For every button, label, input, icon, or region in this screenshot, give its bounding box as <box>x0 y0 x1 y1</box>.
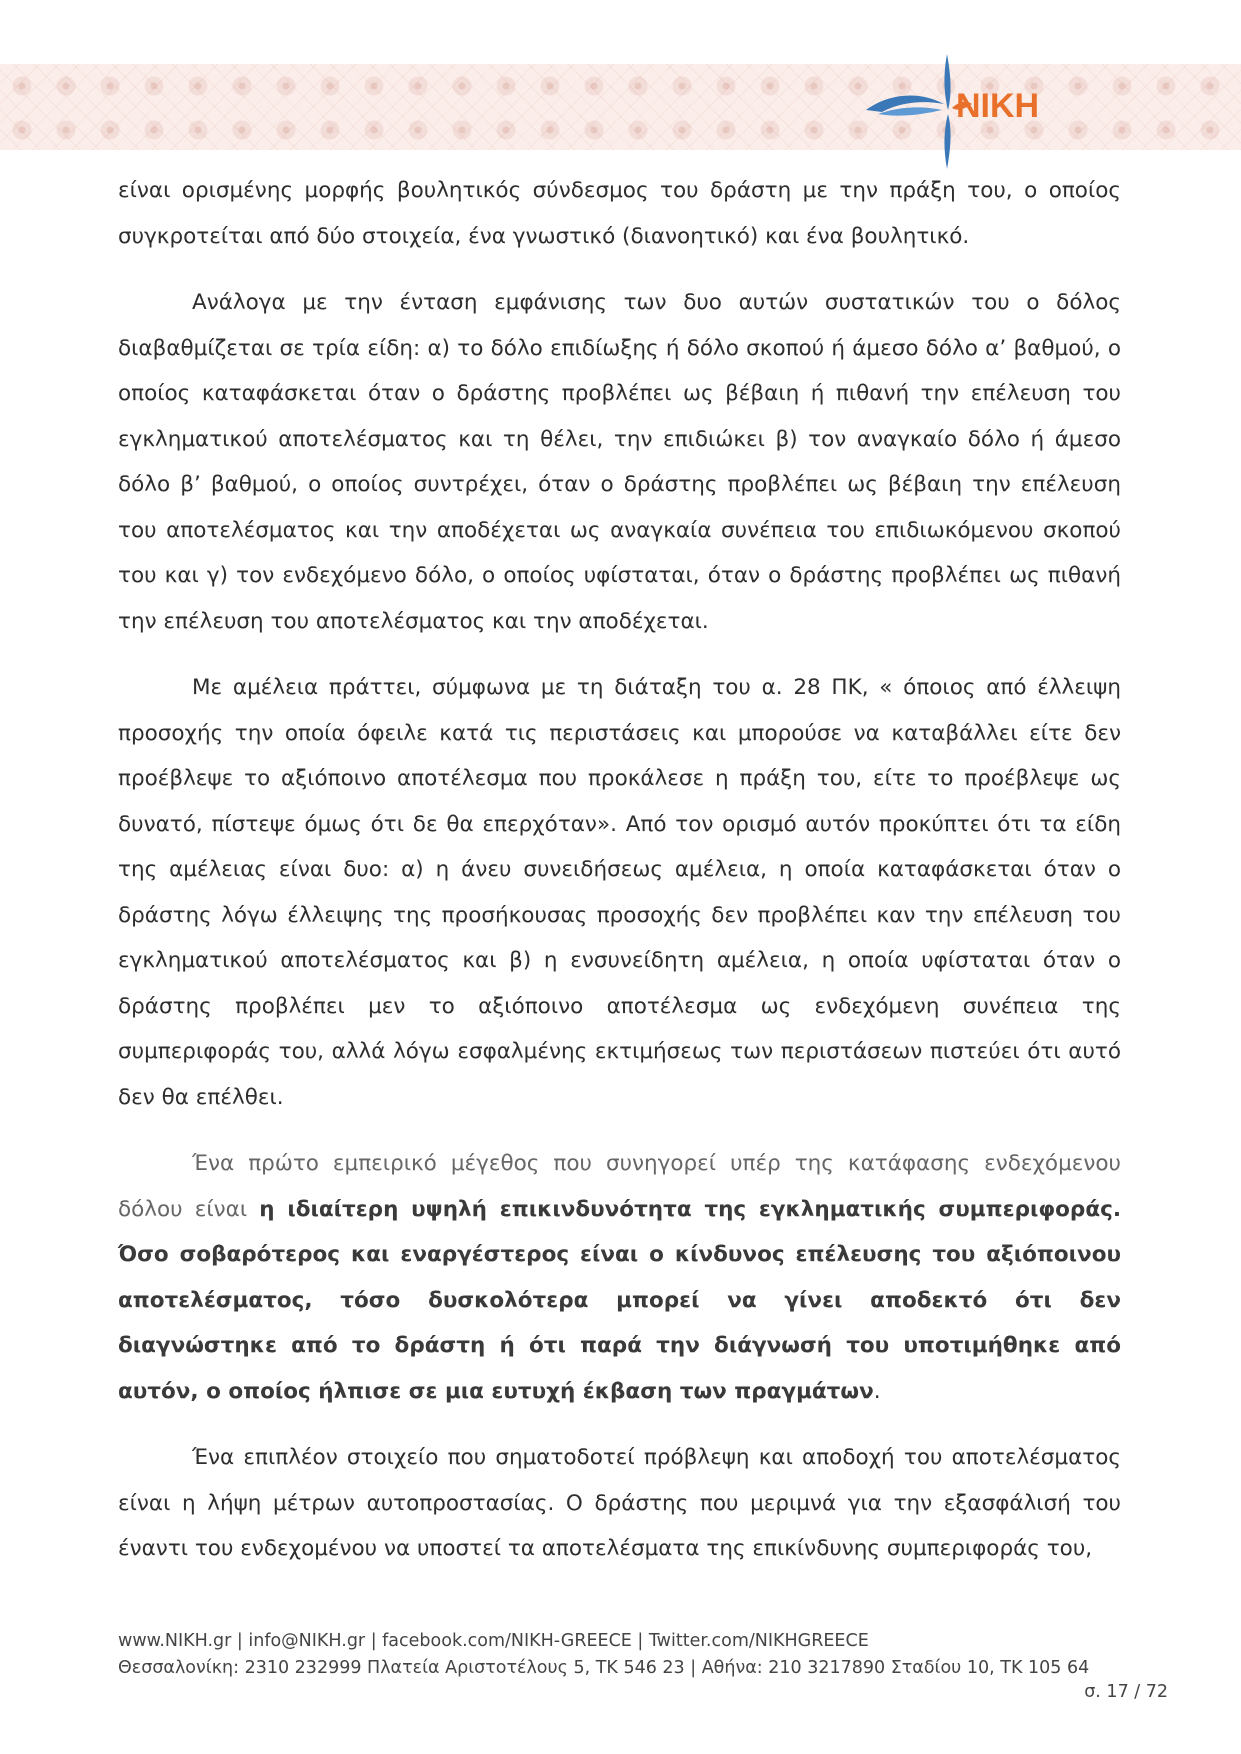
logo-mark-icon <box>848 54 1088 169</box>
paragraph-4-end: . <box>873 1378 881 1404</box>
page-number: σ. 17 / 72 <box>1084 1682 1168 1702</box>
paragraph-1: είναι ορισμένης μορφής βουλητικός σύνδεσμος του δράστη με την πράξη του, ο οποίος συγκροτείται από δύο στοιχεία, ένα γνωστικό (διανοητικό) και ένα βουλητικό. <box>118 178 1121 249</box>
paragraph-4 <box>118 1141 1121 1414</box>
document-body <box>118 168 1121 1593</box>
svg-text:NIKH: NIKH <box>956 87 1040 125</box>
footer-addresses: Θεσσαλονίκη: 2310 232999 Πλατεία Αριστοτέλους 5, ΤΚ 546 23 | Αθήνα: 210 3217890 Σταδίου 10, ΤΚ 105 64 <box>118 1658 1090 1678</box>
nikh-logo <box>848 54 1088 169</box>
paragraph-3: Με αμέλεια πράττει, σύμφωνα με τη διάταξη του α. 28 ΠΚ, « όποιος από έλλειψη προσοχής την οποία όφειλε κατά τις περιστάσεις και μπορούσε να καταβάλλει είτε δεν προέβλεψε το αξιόποινο αποτέλεσμα που προκάλεσε η πράξη του, είτε το προέβλεψε ως δυνατό, πίστεψε όμως ότι δε θα επερχόταν». Από τον ορισμό αυτόν προκύπτει ότι τα είδη της αμέλειας είναι δυο: α) η άνευ συνειδήσεως αμέλεια, η οποία καταφάσκεται όταν ο δράστης λόγω έλλειψης της προσήκουσας προσοχής δεν προβλέπει καν την επέλευση του εγκληματικού αποτελέσματος και β) η ενσυνείδητη αμέλεια, η οποία υφίσταται όταν ο δράστης προβλέπει μεν το αξιόποινο αποτέλεσμα ως ενδεχόμενη συνέπεια της συμπεριφοράς του, αλλά λόγω εσφαλμένης εκτιμήσεως των περιστάσεων πιστεύει ότι αυτό δεν θα επέλθει. <box>118 675 1121 1110</box>
paragraph-5: Ένα επιπλέον στοιχείο που σηματοδοτεί πρόβλεψη και αποδοχή του αποτελέσματος είναι η λήψη μέτρων αυτοπροστασίας. Ο δράστης που μεριμνά για την εξασφάλισή του έναντι του ενδεχομένου να υποστεί τα αποτελέσματα της επικίνδυνης συμπεριφοράς του, <box>118 1445 1121 1561</box>
paragraph-2: Ανάλογα με την ένταση εμφάνισης των δυο αυτών συστατικών του ο δόλος διαβαθμίζεται σε τρία είδη: α) το δόλο επιδίωξης ή δόλο σκοπού ή άμεσο δόλο α’ βαθμού, ο οποίος καταφάσκεται όταν ο δράστης προβλέπει ως βέβαιη ή πιθανή την επέλευση του εγκληματικού αποτελέσματος και τη θέλει, την επιδιώκει β) τον αναγκαίο δόλο ή άμεσο δόλο β’ βαθμού, ο οποίος συντρέχει, όταν ο δράστης προβλέπει ως βέβαιη την επέλευση του αποτελέσματος και την αποδέχεται ως αναγκαία συνέπεια του επιδιωκόμενου σκοπού του και γ) τον ενδεχόμενο δόλο, ο οποίος υφίσταται, όταν ο δράστης προβλέπει ως πιθανή την επέλευση του αποτελέσματος και την αποδέχεται. <box>118 290 1121 634</box>
paragraph-4-emphasis: η ιδιαίτερη υψηλή επικινδυνότητα της εγκληματικής συμπεριφοράς. Όσο σοβαρότερος και εναργέστερος είναι ο κίνδυνος επέλευσης του αξιόποινου αποτελέσματος, τόσο δυσκολότερα μπορεί να γίνει αποδεκτό ότι δεν διαγνώστηκε από το δράστη ή ότι παρά την διάγνωσή του υποτιμήθηκε από αυτόν, ο οποίος ήλπισε σε μια ευτυχή έκβαση των πραγμάτων <box>118 1196 1121 1404</box>
footer <box>118 1628 1089 1682</box>
paragraph-4-intro: Ένα πρώτο εμπειρικό μέγεθος που συνηγορεί υπέρ της κατάφασης ενδεχόμενου δόλου είναι <box>118 1151 1121 1222</box>
footer-contact-links: www.NIKH.gr | info@NIKH.gr | facebook.com/NIKH-GREECE | Twitter.com/NIKHGREECE <box>118 1631 869 1651</box>
